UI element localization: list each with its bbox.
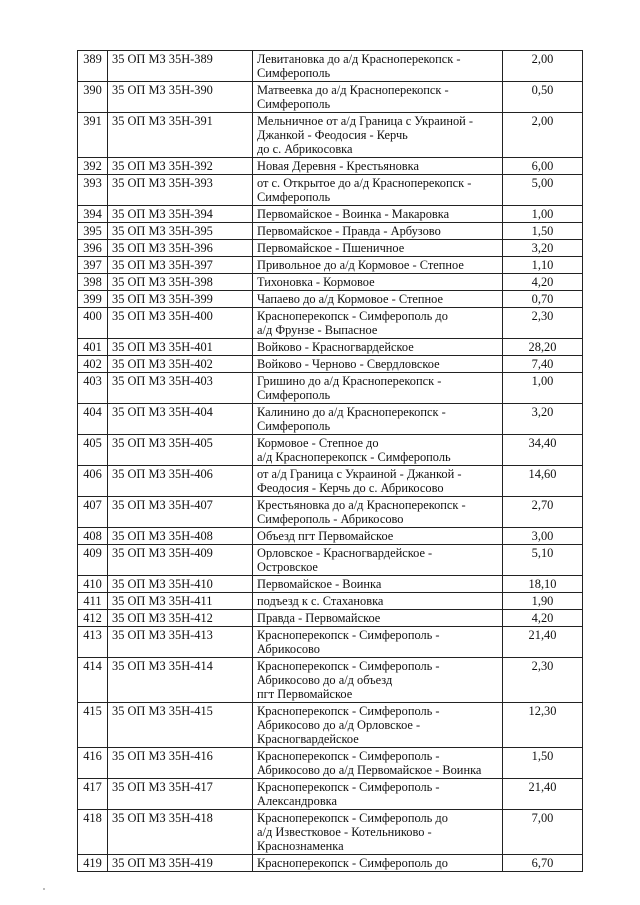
road-code: 35 ОП МЗ 35Н-408 xyxy=(108,528,253,545)
row-number: 390 xyxy=(78,82,108,113)
table-row xyxy=(78,339,583,356)
table-row xyxy=(78,356,583,373)
road-length: 6,70 xyxy=(503,855,583,872)
road-name: Правда - Первомайское xyxy=(253,610,503,627)
road-length: 2,30 xyxy=(503,658,583,703)
road-name: Первомайское - Правда - Арбузово xyxy=(253,223,503,240)
road-code: 35 ОП МЗ 35Н-414 xyxy=(108,658,253,703)
road-name: Красноперекопск - Симферополь до а/д Фрунзе - Выпасное xyxy=(253,308,503,339)
road-name: Левитановка до а/д Красноперекопск - Симферополь xyxy=(253,51,503,82)
road-name: Гришино до а/д Красноперекопск - Симферополь xyxy=(253,373,503,404)
road-code: 35 ОП МЗ 35Н-407 xyxy=(108,497,253,528)
road-name: Красноперекопск - Симферополь до а/д Известковое - Котельниково - Краснознаменка xyxy=(253,810,503,855)
road-name: Объезд пгт Первомайское xyxy=(253,528,503,545)
road-length: 28,20 xyxy=(503,339,583,356)
road-code: 35 ОП МЗ 35Н-403 xyxy=(108,373,253,404)
road-length: 2,70 xyxy=(503,497,583,528)
table-row xyxy=(78,206,583,223)
table-row xyxy=(78,82,583,113)
road-name: Мельничное от а/д Граница с Украиной - Джанкой - Феодосия - Керчь до с. Абрикосовка xyxy=(253,113,503,158)
road-code: 35 ОП МЗ 35Н-390 xyxy=(108,82,253,113)
road-length: 1,90 xyxy=(503,593,583,610)
road-code: 35 ОП МЗ 35Н-413 xyxy=(108,627,253,658)
table-row xyxy=(78,466,583,497)
road-name: Привольное до а/д Кормовое - Степное xyxy=(253,257,503,274)
row-number: 394 xyxy=(78,206,108,223)
road-length: 5,00 xyxy=(503,175,583,206)
road-code: 35 ОП МЗ 35Н-400 xyxy=(108,308,253,339)
road-name: Красноперекопск - Симферополь - Абрикосово до а/д Первомайское - Воинка xyxy=(253,748,503,779)
table-row xyxy=(78,593,583,610)
row-number: 411 xyxy=(78,593,108,610)
road-code: 35 ОП МЗ 35Н-416 xyxy=(108,748,253,779)
road-length: 14,60 xyxy=(503,466,583,497)
road-code: 35 ОП МЗ 35Н-395 xyxy=(108,223,253,240)
table-row xyxy=(78,373,583,404)
table-row xyxy=(78,658,583,703)
road-name: Чапаево до а/д Кормовое - Степное xyxy=(253,291,503,308)
row-number: 408 xyxy=(78,528,108,545)
road-code: 35 ОП МЗ 35Н-391 xyxy=(108,113,253,158)
table-row xyxy=(78,257,583,274)
row-number: 412 xyxy=(78,610,108,627)
road-name: Красноперекопск - Симферополь - Абрикосово до а/д Орловское - Красногвардейское xyxy=(253,703,503,748)
road-length: 4,20 xyxy=(503,610,583,627)
table-row xyxy=(78,703,583,748)
road-length: 3,00 xyxy=(503,528,583,545)
row-number: 398 xyxy=(78,274,108,291)
row-number: 399 xyxy=(78,291,108,308)
row-number: 401 xyxy=(78,339,108,356)
row-number: 413 xyxy=(78,627,108,658)
road-length: 2,00 xyxy=(503,113,583,158)
road-length: 7,00 xyxy=(503,810,583,855)
road-code: 35 ОП МЗ 35Н-398 xyxy=(108,274,253,291)
table-row xyxy=(78,855,583,872)
road-code: 35 ОП МЗ 35Н-389 xyxy=(108,51,253,82)
road-name: Орловское - Красногвардейское - Островское xyxy=(253,545,503,576)
table-row xyxy=(78,545,583,576)
road-length: 7,40 xyxy=(503,356,583,373)
road-length: 18,10 xyxy=(503,576,583,593)
road-name: Новая Деревня - Крестьяновка xyxy=(253,158,503,175)
road-length: 1,50 xyxy=(503,748,583,779)
table-row xyxy=(78,113,583,158)
road-code: 35 ОП МЗ 35Н-417 xyxy=(108,779,253,810)
row-number: 414 xyxy=(78,658,108,703)
row-number: 389 xyxy=(78,51,108,82)
row-number: 403 xyxy=(78,373,108,404)
roads-table xyxy=(77,50,583,872)
table-row xyxy=(78,158,583,175)
road-name: Войково - Красногвардейское xyxy=(253,339,503,356)
road-code: 35 ОП МЗ 35Н-394 xyxy=(108,206,253,223)
row-number: 397 xyxy=(78,257,108,274)
row-number: 419 xyxy=(78,855,108,872)
table-row xyxy=(78,274,583,291)
table-row xyxy=(78,308,583,339)
road-length: 21,40 xyxy=(503,627,583,658)
road-length: 1,10 xyxy=(503,257,583,274)
road-name: Первомайское - Воинка xyxy=(253,576,503,593)
road-code: 35 ОП МЗ 35Н-410 xyxy=(108,576,253,593)
road-length: 21,40 xyxy=(503,779,583,810)
row-number: 402 xyxy=(78,356,108,373)
table-row xyxy=(78,291,583,308)
road-code: 35 ОП МЗ 35Н-406 xyxy=(108,466,253,497)
row-number: 393 xyxy=(78,175,108,206)
road-length: 0,70 xyxy=(503,291,583,308)
row-number: 395 xyxy=(78,223,108,240)
road-length: 12,30 xyxy=(503,703,583,748)
road-code: 35 ОП МЗ 35Н-404 xyxy=(108,404,253,435)
road-name: подъезд к с. Стахановка xyxy=(253,593,503,610)
table-row xyxy=(78,223,583,240)
row-number: 415 xyxy=(78,703,108,748)
table-row xyxy=(78,779,583,810)
table-row xyxy=(78,240,583,257)
road-code: 35 ОП МЗ 35Н-402 xyxy=(108,356,253,373)
road-length: 3,20 xyxy=(503,240,583,257)
road-code: 35 ОП МЗ 35Н-419 xyxy=(108,855,253,872)
road-code: 35 ОП МЗ 35Н-418 xyxy=(108,810,253,855)
row-number: 406 xyxy=(78,466,108,497)
road-name: от а/д Граница с Украиной - Джанкой - Феодосия - Керчь до с. Абрикосово xyxy=(253,466,503,497)
scan-speck xyxy=(43,888,45,890)
road-length: 2,00 xyxy=(503,51,583,82)
table-row xyxy=(78,404,583,435)
table-row xyxy=(78,576,583,593)
row-number: 410 xyxy=(78,576,108,593)
roads-table-body xyxy=(78,51,583,872)
road-code: 35 ОП МЗ 35Н-399 xyxy=(108,291,253,308)
road-code: 35 ОП МЗ 35Н-412 xyxy=(108,610,253,627)
road-name: Первомайское - Пшеничное xyxy=(253,240,503,257)
road-name: Матвеевка до а/д Красноперекопск - Симферополь xyxy=(253,82,503,113)
road-name: Красноперекопск - Симферополь - Абрикосово до а/д объезд пгт Первомайское xyxy=(253,658,503,703)
road-length: 1,00 xyxy=(503,206,583,223)
road-length: 5,10 xyxy=(503,545,583,576)
row-number: 391 xyxy=(78,113,108,158)
row-number: 396 xyxy=(78,240,108,257)
table-row xyxy=(78,810,583,855)
road-name: Крестьяновка до а/д Красноперекопск - Симферополь - Абрикосово xyxy=(253,497,503,528)
table-row xyxy=(78,528,583,545)
row-number: 418 xyxy=(78,810,108,855)
road-code: 35 ОП МЗ 35Н-411 xyxy=(108,593,253,610)
road-name: Первомайское - Воинка - Макаровка xyxy=(253,206,503,223)
road-length: 2,30 xyxy=(503,308,583,339)
road-code: 35 ОП МЗ 35Н-393 xyxy=(108,175,253,206)
road-name: Красноперекопск - Симферополь - Абрикосово xyxy=(253,627,503,658)
road-name: Калинино до а/д Красноперекопск - Симферополь xyxy=(253,404,503,435)
road-code: 35 ОП МЗ 35Н-392 xyxy=(108,158,253,175)
row-number: 404 xyxy=(78,404,108,435)
road-name: Войково - Черново - Свердловское xyxy=(253,356,503,373)
table-row xyxy=(78,748,583,779)
row-number: 416 xyxy=(78,748,108,779)
road-name: Тихоновка - Кормовое xyxy=(253,274,503,291)
table-row xyxy=(78,435,583,466)
road-code: 35 ОП МЗ 35Н-409 xyxy=(108,545,253,576)
table-row xyxy=(78,497,583,528)
road-length: 6,00 xyxy=(503,158,583,175)
road-code: 35 ОП МЗ 35Н-397 xyxy=(108,257,253,274)
road-code: 35 ОП МЗ 35Н-396 xyxy=(108,240,253,257)
road-length: 0,50 xyxy=(503,82,583,113)
road-name: от с. Открытое до а/д Красноперекопск - Симферополь xyxy=(253,175,503,206)
row-number: 409 xyxy=(78,545,108,576)
row-number: 417 xyxy=(78,779,108,810)
row-number: 407 xyxy=(78,497,108,528)
table-row xyxy=(78,175,583,206)
road-length: 34,40 xyxy=(503,435,583,466)
road-name: Красноперекопск - Симферополь - Александровка xyxy=(253,779,503,810)
road-length: 1,50 xyxy=(503,223,583,240)
road-code: 35 ОП МЗ 35Н-401 xyxy=(108,339,253,356)
road-length: 4,20 xyxy=(503,274,583,291)
table-row xyxy=(78,51,583,82)
row-number: 405 xyxy=(78,435,108,466)
road-code: 35 ОП МЗ 35Н-405 xyxy=(108,435,253,466)
road-name: Красноперекопск - Симферополь до xyxy=(253,855,503,872)
road-length: 1,00 xyxy=(503,373,583,404)
table-row xyxy=(78,627,583,658)
road-name: Кормовое - Степное до а/д Красноперекопск - Симферополь xyxy=(253,435,503,466)
road-length: 3,20 xyxy=(503,404,583,435)
row-number: 400 xyxy=(78,308,108,339)
row-number: 392 xyxy=(78,158,108,175)
road-code: 35 ОП МЗ 35Н-415 xyxy=(108,703,253,748)
table-row xyxy=(78,610,583,627)
